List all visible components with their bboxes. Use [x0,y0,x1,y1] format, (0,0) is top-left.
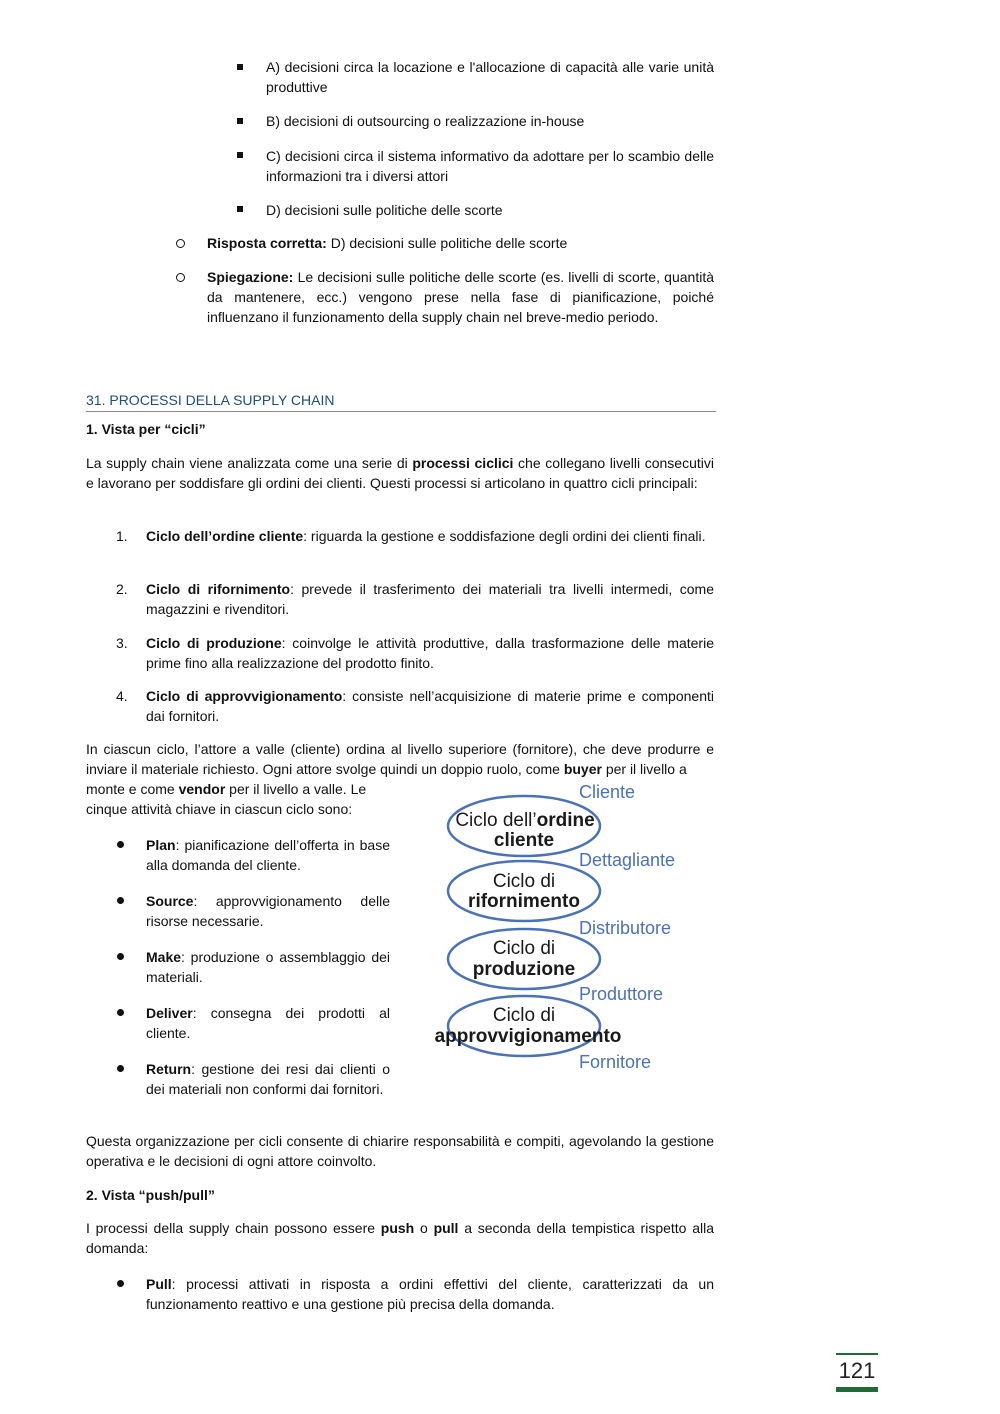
cycle-number: 4. [116,688,128,704]
bullet-dot-icon [117,1280,124,1287]
bullet-dot-icon [117,1009,124,1016]
square-bullet-icon [237,206,243,212]
cycle-item: Ciclo dell’ordine cliente: riguarda la gestione e soddisfazione degli ordini dei clienti finali. [146,528,706,544]
view1-closing: Questa organizzazione per cicli consente di chiarire responsabilità e compiti, agevolando la gestione operativa e le decisioni di ogni attore coinvolto. [86,1133,714,1169]
roles-paragraph-cont: monte e come vendor per il livello a valle. Le [86,781,367,797]
square-bullet-icon [237,118,243,124]
cycle-number: 3. [116,635,128,651]
square-bullet-icon [237,152,243,158]
page-number-text: 121 [838,1358,876,1383]
cycle-item: Ciclo di rifornimento: prevede il trasferimento dei materiali tra livelli intermedi, come magazzini e rivenditori. [146,581,715,617]
page-number-bottom-rule [836,1387,878,1392]
activity-deliver: Deliver: consegna dei prodotti al cliente. [146,1005,390,1041]
cycle-label-line2: rifornimento [468,891,580,912]
cycle-label-line1: Ciclo di [492,1005,556,1026]
cycle-label-line2: cliente [493,830,555,851]
roles-paragraph-end: cinque attività chiave in ciascun ciclo sono: [86,801,353,817]
bullet-dot-icon [117,1065,124,1072]
actor-label: Produttore [579,984,664,1004]
circle-bullet-icon [176,239,185,248]
square-bullet-icon [237,64,243,70]
supply-chain-cycles-diagram [425,778,695,1078]
option-c: C) decisioni circa il sistema informativo da adottare per lo scambio delle informazioni tra i diversi attori [266,148,714,184]
view1-intro: La supply chain viene analizzata come una serie di processi ciclici che collegano livelli consecutivi e lavorano per soddisfare gli ordini dei clienti. Questi processi si articolano in quattro cicli principali: [86,455,714,491]
activity-make: Make: produzione o assemblaggio dei materiali. [146,949,390,985]
answer-text: D) decisioni sulle politiche delle scorte [326,235,568,251]
page-number-top-rule [836,1353,878,1355]
view2-intro: I processi della supply chain possono essere push o pull a seconda della tempistica rispetto alla domanda: [86,1220,715,1256]
view2-title: 2. Vista “push/pull” [86,1187,215,1203]
explanation-label: Spiegazione: [207,269,294,285]
option-b: B) decisioni di outsourcing o realizzazione in-house [266,113,585,129]
bullet-dot-icon [117,897,124,904]
circle-bullet-icon [176,273,185,282]
cycle-label-line1: Ciclo di [492,871,556,892]
bullet-dot-icon [117,953,124,960]
actor-label: Cliente [579,782,636,802]
explanation-text: Le decisioni sulle politiche delle scorte (es. livelli di scorte, quantità da mantenere, ecc.) vengono prese nella fase di pianificazione, poiché influenzano il funzionamento della supply chain nel breve-medio periodo. [207,269,714,325]
correct-answer [207,233,714,253]
bullet-dot-icon [117,841,124,848]
cycle-item: Ciclo di approvvigionamento: consiste nell’acquisizione di materie prime e componenti dai fornitori. [146,688,714,724]
answer-label: Risposta corretta: [207,235,327,251]
actor-label: Distributore [579,918,672,938]
cycle-item: Ciclo di produzione: coinvolge le attività produttive, dalla trasformazione delle materie prime fino alla realizzazione del prodotto finito. [146,635,714,671]
cycle-label-line2: produzione [472,959,576,980]
activity-plan: Plan: pianificazione dell’offerta in base alla domanda del cliente. [146,837,390,873]
page-number [836,1353,878,1391]
roles-paragraph: In ciascun ciclo, l’attore a valle (cliente) ordina al livello superiore (fornitore), che deve produrre e inviare il materiale richiesto. Ogni attore svolge quindi un doppio ruolo, come buyer per il livello a [86,741,714,777]
activity-source: Source: approvvigionamento delle risorse necessarie. [146,893,390,929]
actor-label: Fornitore [579,1052,652,1072]
cycle-label-line1: Ciclo di [492,938,556,959]
cycle-label-line1: Ciclo dell’ordine [455,810,595,831]
option-d: D) decisioni sulle politiche delle scorte [266,202,503,218]
cycle-number: 1. [116,528,128,544]
cycle-number: 2. [116,581,128,597]
actor-label: Dettagliante [579,850,676,870]
section-heading: 31. PROCESSI DELLA SUPPLY CHAIN [86,391,716,412]
view1-title: 1. Vista per “cicli” [86,421,206,437]
cycle-label-line2: approvvigionamento [434,1026,622,1047]
pull-item: Pull: processi attivati in risposta a ordini effettivi del cliente, caratterizzati da un funzionamento reattivo e una gestione più precisa della domanda. [146,1276,714,1312]
activity-return: Return: gestione dei resi dai clienti o dei materiali non conformi dai fornitori. [146,1061,390,1097]
explanation [207,267,714,327]
option-a: A) decisioni circa la locazione e l'allocazione di capacità alle varie unità produttive [266,59,714,95]
